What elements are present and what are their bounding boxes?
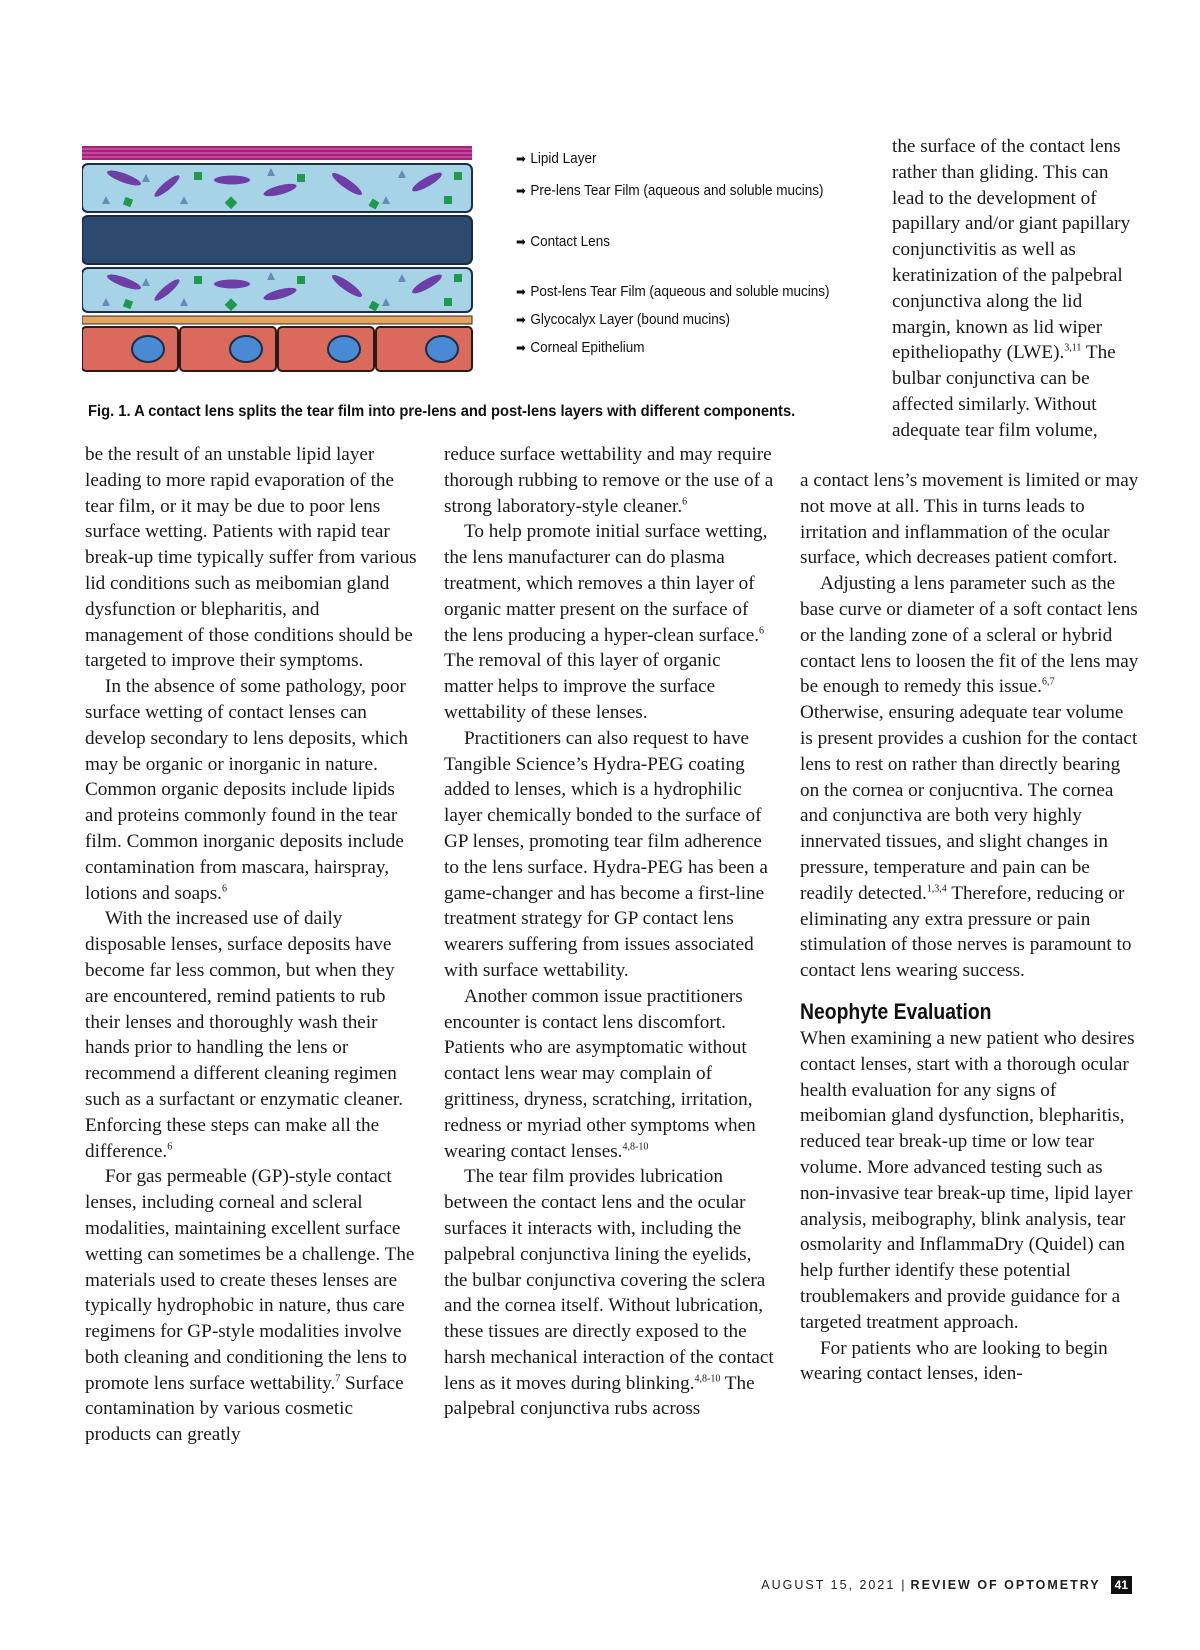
right-arrow-icon: ➡ [516, 312, 526, 327]
right-arrow-icon: ➡ [516, 284, 526, 299]
glycocalyx-layer [82, 316, 472, 324]
label-post-lens-tear-film: ➡ Post-lens Tear Film (aqueous and soluble mucins) [516, 283, 830, 300]
paragraph: With the increased use of daily disposable lenses, surface deposits have become far less common, but when they are encountered, remind patients to rub their lenses and thoroughly wash their hands prior to handling the lens or recommend a different cleaning regimen such as a surfactant or enzymatic cleaner. Enforcing these steps can make all the difference.$^6$ [85, 908, 404, 1162]
reference: 4,8-10 [694, 1373, 721, 1385]
label-glycocalyx-layer: ➡ Glycocalyx Layer (bound mucins) [516, 311, 730, 328]
publication-name: REVIEW OF OPTOMETRY [910, 1578, 1101, 1592]
reference: 1,3,4 [926, 883, 947, 895]
contact-lens-layer [82, 216, 472, 264]
reference: 6 [682, 496, 688, 508]
section-heading: Neophyte Evaluation [800, 998, 992, 1024]
paragraph: For gas permeable (GP)-style contact lenses, including corneal and scleral modalities, maintaining excellent surface wetting can sometimes be a challenge. The materials used to create theses lenses are typically hydrophobic in nature, thus care regimens for GP-style modalities involve both cleaning and conditioning the lens to promote lens surface wettability.$^7$ Surface contamination by various cosmetic products can greatly [85, 1166, 415, 1446]
paragraph: the surface of the contact lens rather than gliding. This can lead to the development of papillary and/or giant papillary conjunctivitis as well as keratinization of the palpebral conjunctiva along the lid margin, known as lid wiper epitheliopathy (LWE).$^{3,11}$ The bulbar conjunctiva can be affected similarly. Without adequate tear film volume, [892, 136, 1131, 441]
corneal-epithelium-cells [82, 327, 472, 371]
paragraph: be the result of an unstable lipid layer leading to more rapid evaporation of the tear film, or it may be due to poor lens surface wetting. Patients with rapid tear break-up time typically suffer from various lid conditions such as meibomian gland dysfunction or blepharitis, and management of those conditions should be targeted to improve their symptoms. [85, 444, 417, 672]
paragraph: To help promote initial surface wetting, the lens manufacturer can do plasma treatment, which removes a thin layer of organic matter present on the surface of the lens producing a hyper-clean surface.$^6$ The removal of this layer of organic matter helps to improve the surface wettability of these lenses. [444, 521, 768, 723]
label-pre-lens-tear-film: ➡ Pre-lens Tear Film (aqueous and soluble mucins) [516, 182, 824, 199]
reference: 6 [221, 883, 227, 895]
right-arrow-icon: ➡ [516, 340, 526, 355]
tear-film-diagram [82, 146, 492, 394]
label-lipid-layer: ➡ Lipid Layer [516, 150, 597, 167]
tear-film-layers-illustration [82, 146, 492, 394]
paragraph: a contact lens’s movement is limited or may not move at all. This in turns leads to irritation and inflammation of the ocular surface, which decreases patient comfort. [800, 470, 1139, 569]
article-column-3-top [892, 134, 1132, 444]
reference: 3,11 [1064, 342, 1082, 354]
page-number: 41 [1111, 1576, 1132, 1594]
paragraph: reduce surface wettability and may require thorough rubbing to remove or the use of a strong laboratory-style cleaner.$^6$ [444, 444, 774, 517]
label-contact-lens: ➡ Contact Lens [516, 233, 610, 250]
article-column-1 [85, 442, 420, 1448]
footer-separator: | [901, 1578, 905, 1592]
right-arrow-icon: ➡ [516, 183, 526, 198]
label-corneal-epithelium: ➡ Corneal Epithelium [516, 339, 645, 356]
reference: 6 [759, 625, 765, 637]
figure-caption: Fig. 1. A contact lens splits the tear film into pre-lens and post-lens layers with different components. [88, 403, 796, 420]
paragraph: When examining a new patient who desires contact lenses, start with a thorough ocular health evaluation for any signs of meibomian gland dysfunction, blepharitis, reduced tear break-up time or low tear volume. More advanced testing such as non-invasive tear break-up time, lipid layer analysis, meibography, blink analysis, tear osmolarity and InflammaDry (Quidel) can help further identify these potential troublemakers and provide guidance for a targeted treatment approach. [800, 1027, 1135, 1333]
article-column-3 [800, 468, 1140, 1387]
reference: 7 [335, 1373, 341, 1385]
issue-date: AUGUST 15, 2021 [761, 1578, 896, 1592]
right-arrow-icon: ➡ [516, 234, 526, 249]
page-footer [761, 1576, 1132, 1594]
paragraph: For patients who are looking to begin wearing contact lenses, iden- [800, 1337, 1108, 1385]
reference: 6,7 [1041, 676, 1055, 688]
paragraph: Practitioners can also request to have Tangible Science’s Hydra-PEG coating added to lenses, which is a hydrophilic layer chemically bonded to the surface of GP lenses, promoting tear film adherence to the lens surface. Hydra-PEG has been a game-changer and has become a first-line treatment strategy for GP contact lens wearers suffering from issues associated with surface wettability. [444, 727, 768, 981]
paragraph: Adjusting a lens parameter such as the base curve or diameter of a soft contact lens or the landing zone of a scleral or hybrid contact lens to loosen the fit of the lens may be enough to remedy this issue.$^{6,7}$ Otherwise, ensuring adequate tear volume is present provides a cushion for the contact lens to rest on rather than directly bearing on the cornea or conjucntiva. The cornea and conjunctiva are both very highly innervated tissues, and slight changes in pressure, temperature and pain can be readily detected.$^{1,3,4}$ Therefore, reducing or eliminating any extra pressure or pain stimulation of those nerves is paramount to contact lens wearing success. [800, 573, 1139, 982]
reference: 4,8-10 [622, 1141, 649, 1153]
paragraph: In the absence of some pathology, poor surface wetting of contact lenses can develop secondary to lens deposits, which may be organic or inorganic in nature. Common organic deposits include lipids and proteins commonly found in the tear film. Common inorganic deposits include contamination from mascara, hairspray, lotions and soaps.$^6$ [85, 676, 408, 904]
article-column-2 [444, 442, 774, 1422]
paragraph: Another common issue practitioners encounter is contact lens discomfort. Patients who are asymptomatic without contact lens wear may complain of grittiness, dryness, scratching, irritation, redness or myriad other symptoms when wearing contact lenses.$^{4,8-10}$ [444, 985, 756, 1162]
reference: 6 [167, 1141, 173, 1153]
right-arrow-icon: ➡ [516, 151, 526, 166]
paragraph: The tear film provides lubrication between the contact lens and the ocular surfaces it interacts with, including the palpebral conjunctiva lining the eyelids, the bulbar conjunctiva covering the sclera and the cornea itself. Without lubrication, these tissues are directly exposed to the harsh mechanical interaction of the contact lens as it moves during blinking.$^{4,8-10}$ The palpebral conjunctiva rubs across [444, 1166, 774, 1420]
